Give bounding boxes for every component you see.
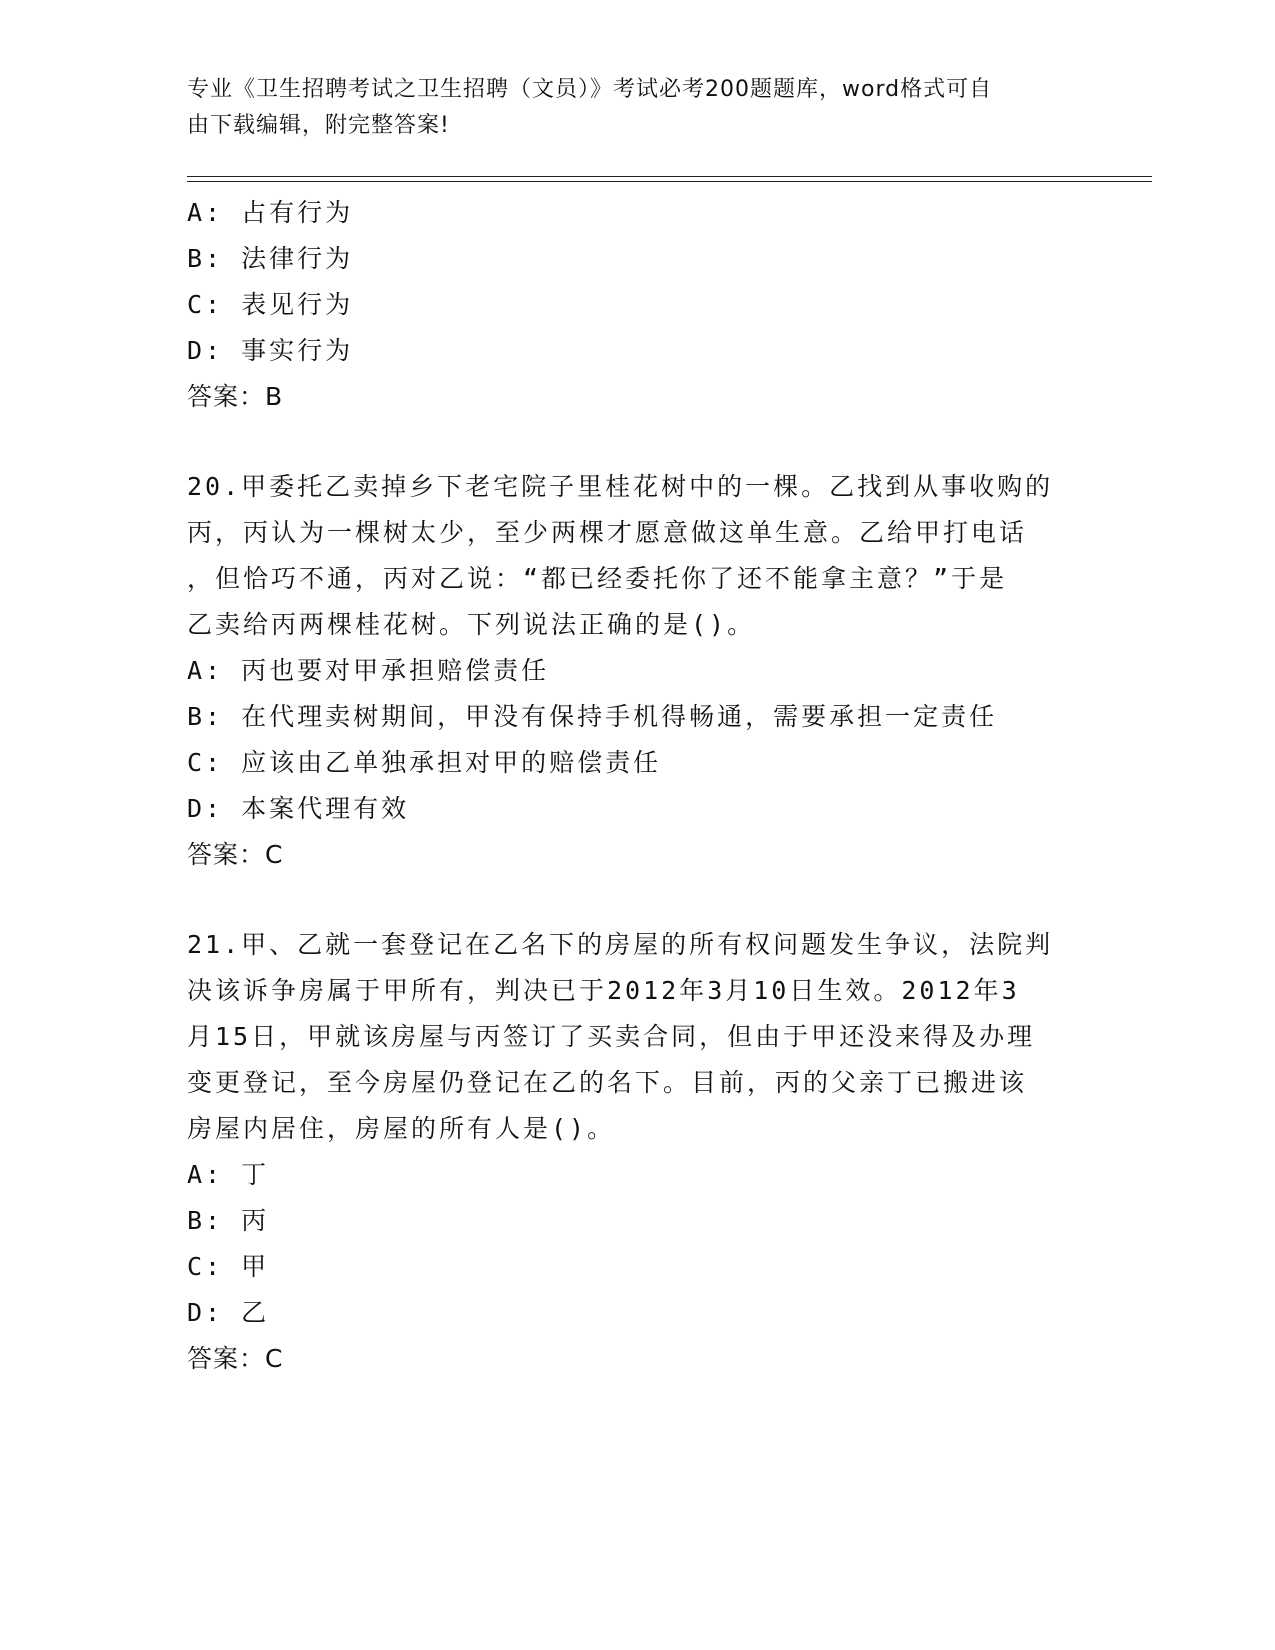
option-c: C: 表见行为	[187, 290, 354, 319]
option-b: B: 法律行为	[187, 244, 354, 273]
option-a: A: 占有行为	[187, 198, 354, 227]
stem-line: 月15日，甲就该房屋与丙签订了买卖合同，但由于甲还没来得及办理	[187, 1022, 1036, 1051]
option-c: C: 甲	[187, 1252, 270, 1281]
option-b: B: 在代理卖树期间，甲没有保持手机得畅通，需要承担一定责任	[187, 702, 998, 731]
header-line-2: 由下载编辑，附完整答案!	[187, 113, 450, 138]
stem-line: 变更登记，至今房屋仍登记在乙的名下。目前，丙的父亲丁已搬进该	[187, 1068, 1028, 1097]
stem-line: 21.甲、乙就一套登记在乙名下的房屋的所有权问题发生争议，法院判	[187, 930, 1054, 959]
option-d: D: 事实行为	[187, 336, 354, 365]
stem-line: 丙，丙认为一棵树太少，至少两棵才愿意做这单生意。乙给甲打电话	[187, 518, 1028, 547]
stem-line: 20.甲委托乙卖掉乡下老宅院子里桂花树中的一棵。乙找到从事收购的	[187, 472, 1054, 501]
question-19	[187, 190, 1087, 420]
header-divider-top	[187, 176, 1152, 177]
option-b: B: 丙	[187, 1206, 270, 1235]
answer-line: 答案：C	[187, 840, 284, 869]
header-line-1: 专业《卫生招聘考试之卫生招聘（文员）》考试必考200题题库，word格式可自	[187, 77, 993, 102]
option-d: D: 本案代理有效	[187, 794, 410, 823]
stem-line: 决该诉争房属于甲所有，判决已于2012年3月10日生效。2012年3	[187, 976, 1020, 1005]
question-21	[187, 922, 1087, 1382]
document-body	[187, 190, 1087, 1382]
option-a: A: 丁	[187, 1160, 270, 1189]
answer-line: 答案：B	[187, 382, 284, 411]
option-c: C: 应该由乙单独承担对甲的赔偿责任	[187, 748, 662, 777]
option-d: D: 乙	[187, 1298, 270, 1327]
stem-line: ，但恰巧不通，丙对乙说：“都已经委托你了还不能拿主意？”于是	[187, 564, 1008, 593]
stem-line: 房屋内居住，房屋的所有人是()。	[187, 1114, 616, 1143]
stem-line: 乙卖给丙两棵桂花树。下列说法正确的是()。	[187, 610, 756, 639]
answer-line: 答案：C	[187, 1344, 284, 1373]
question-20	[187, 464, 1087, 878]
option-a: A: 丙也要对甲承担赔偿责任	[187, 656, 550, 685]
document-header	[187, 72, 1087, 144]
header-divider-bottom	[187, 181, 1152, 182]
question-stem	[187, 922, 1087, 1152]
question-stem	[187, 464, 1087, 648]
